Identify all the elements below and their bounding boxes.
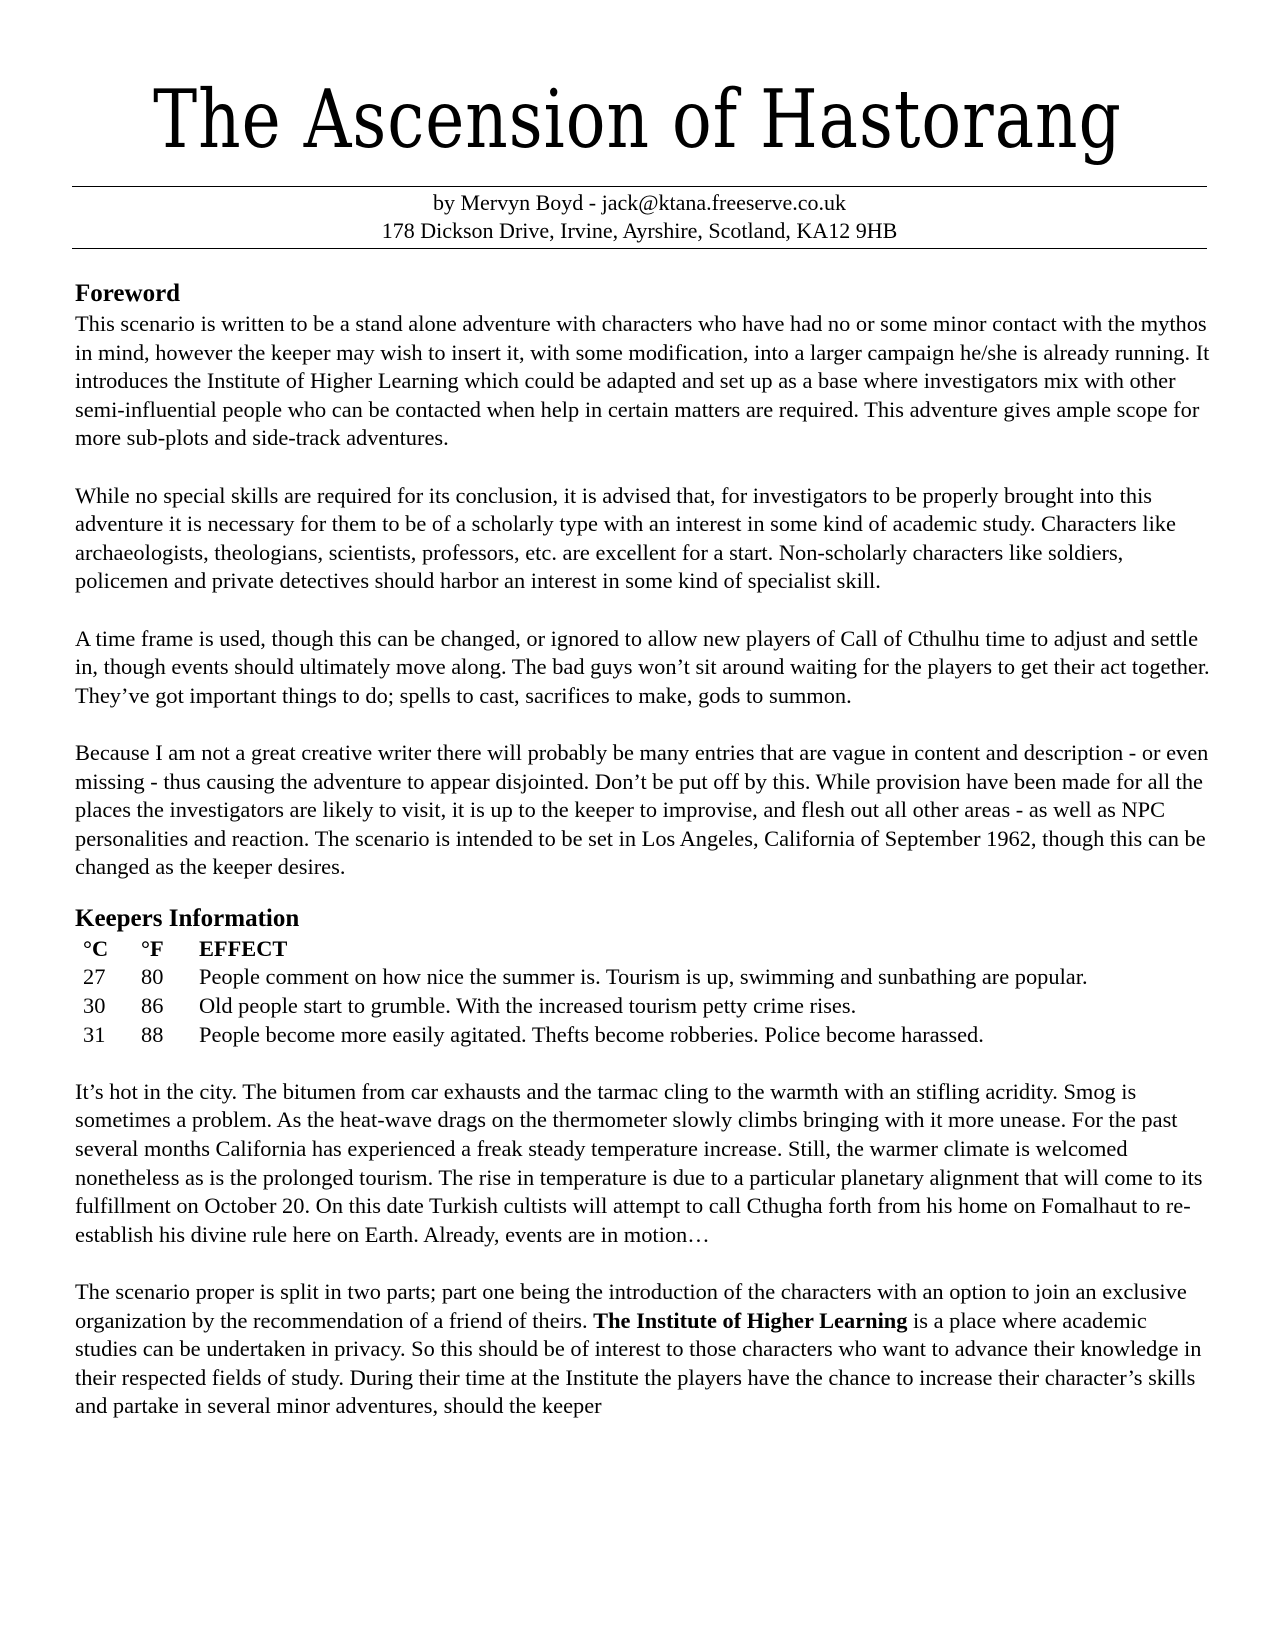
byline-author: by Mervyn Boyd - jack@ktana.freeserve.co.uk xyxy=(432,190,847,215)
foreword-paragraph-3: A time frame is used, though this can be changed, or ignored to allow new players of Call of Cthulhu time to adjust and settle in, though events should ultimately move along. The bad guys won’t sit around waiting for the players to get their act together. They’ve got important things to do; spells to cast, sacrifices to make, gods to summon. xyxy=(75,625,1210,708)
foreword-heading: Foreword xyxy=(75,280,181,307)
effect-cell: Old people start to grumble. With the increased tourism petty crime rises. xyxy=(199,993,857,1019)
celsius-cell: 30 xyxy=(83,993,106,1019)
title-divider-top xyxy=(72,186,1207,187)
table-row xyxy=(75,963,1210,992)
celsius-cell: 31 xyxy=(83,1021,106,1047)
column-header-effect: EFFECT xyxy=(199,935,288,961)
effect-cell: People become more easily agitated. Thefts become robberies. Police become harassed. xyxy=(199,1021,984,1047)
foreword-paragraph-1: This scenario is written to be a stand alone adventure with characters who have had no or some minor contact with the mythos in mind, however the keeper may wish to insert it, with some modification, into a larger campaign he/she is already running. It introduces the Institute of Higher Learning which could be adapted and set up as a base where investigators mix with other semi-influential people who can be contacted when help in certain matters are required. This adventure gives ample scope for more sub-plots and side-track adventures. xyxy=(75,311,1210,451)
table-header-row xyxy=(75,935,1210,964)
paragraph-text: is a place where academic studies can be undertaken in privacy. So this should be of interest to those characters who want to advance their knowledge in their respected fields of study. During their time at the Institute the players have the chance to increase their character’s skills and partake in several minor adventures, should the keeper xyxy=(75,1307,1202,1419)
keepers-paragraph-2 xyxy=(75,1278,1210,1421)
table-row xyxy=(75,992,1210,1021)
celsius-cell: 27 xyxy=(83,964,106,990)
effect-cell: People comment on how nice the summer is. Tourism is up, swimming and sunbathing are popular. xyxy=(199,964,1088,990)
byline-address: 178 Dickson Drive, Irvine, Ayrshire, Scotland, KA12 9HB xyxy=(381,218,898,243)
keepers-heading: Keepers Information xyxy=(75,904,300,932)
fahrenheit-cell: 80 xyxy=(141,964,164,990)
fahrenheit-cell: 88 xyxy=(141,1021,164,1047)
temperature-table xyxy=(75,935,1210,1049)
paragraph-text: The scenario proper is split in two parts; part one being the introduction of the characters with an option to join an exclusive organization by the recommendation of a friend of theirs. xyxy=(75,1279,1187,1333)
title-divider-bottom xyxy=(72,248,1207,249)
institute-name: The Institute of Higher Learning xyxy=(593,1307,908,1333)
keepers-paragraph-1: It’s hot in the city. The bitumen from car exhausts and the tarmac cling to the warmth with an stifling acridity. Smog is sometimes a problem. As the heat-wave drags on the thermometer slowly climbs bringing with it more unease. For the past several months California has experienced a freak steady temperature increase. Still, the warmer climate is welcomed nonetheless as is the prolonged tourism. The rise in temperature is due to a particular planetary alignment that will come to its fulfillment on October 20. On this date Turkish cultists will attempt to call Cthugha forth from his home on Fomalhaut to re-establish his divine rule here on Earth. Already, events are in motion… xyxy=(75,1078,1203,1247)
column-header-fahrenheit: °F xyxy=(141,935,164,961)
fahrenheit-cell: 86 xyxy=(141,993,164,1019)
column-header-celsius: °C xyxy=(83,935,109,961)
byline xyxy=(72,189,1207,245)
table-row xyxy=(75,1021,1210,1050)
document-body xyxy=(75,278,1210,1421)
foreword-paragraph-4: Because I am not a great creative writer there will probably be many entries that are vague in content and description - or even missing - thus causing the adventure to appear disjointed. Don’t be put off by this. While provision have been made for all the places the investigators are likely to visit, it is up to the keeper to improvise, and flesh out all other areas - as well as NPC personalities and reaction. The scenario is intended to be set in Los Angeles, California of September 1962, though this can be changed as the keeper desires. xyxy=(75,739,1209,880)
foreword-paragraph-2: While no special skills are required for its conclusion, it is advised that, for investigators to be properly brought into this adventure it is necessary for them to be of a scholarly type with an interest in some kind of academic study. Characters like archaeologists, theologians, scientists, professors, etc. are excellent for a start. Non-scholarly characters like soldiers, policemen and private detectives should harbor an interest in some kind of specialist skill. xyxy=(75,482,1176,594)
document-title: The Ascension of Hastorang xyxy=(153,72,1122,167)
